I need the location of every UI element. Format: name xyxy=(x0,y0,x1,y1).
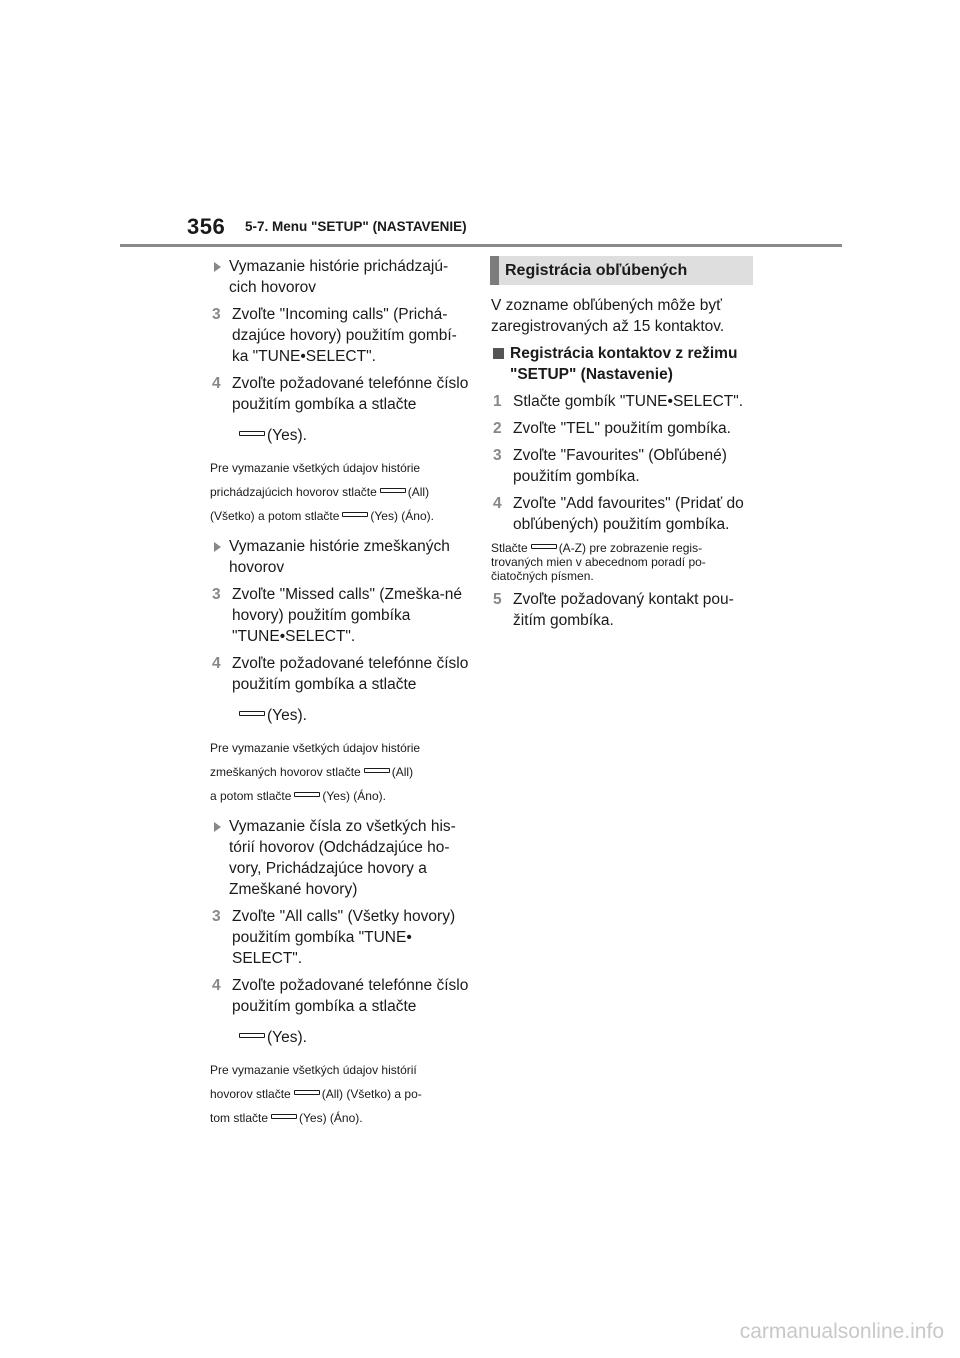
step-number: 1 xyxy=(493,393,502,410)
step-item xyxy=(210,304,472,367)
yes-label: (Yes). xyxy=(267,707,307,724)
page-number: 356 xyxy=(187,214,226,239)
button-icon xyxy=(294,1090,320,1095)
step-item xyxy=(210,584,472,647)
note-text: (All) (Všetko) a po- xyxy=(321,1087,422,1101)
note-text: a potom stlačte xyxy=(210,789,292,803)
step-text: Zvoľte požadovaný kontakt pou-žitím gombíka. xyxy=(513,591,734,629)
note-line: Pre vymazanie všetkých údajov histórií xyxy=(210,1063,417,1077)
bullet-text: Vymazanie histórie zmeškaných hovorov xyxy=(229,538,450,576)
square-bullet-icon xyxy=(493,348,504,359)
note xyxy=(210,1058,472,1130)
step-item xyxy=(210,906,472,969)
bullet-item xyxy=(210,816,472,900)
step-text: Stlačte gombík "TUNE•SELECT". xyxy=(513,393,744,410)
yes-label: (Yes). xyxy=(267,1029,307,1046)
step-item xyxy=(491,493,753,535)
intro-paragraph: V zozname obľúbených môže byť zaregistrovaných až 15 kontaktov. xyxy=(491,297,725,335)
note-text: trovaných mien v abecednom poradí po- xyxy=(491,555,706,569)
bullet-item xyxy=(210,256,472,298)
button-icon xyxy=(239,431,265,436)
step-text: Zvoľte požadované telefónne číslo použitím gombíka a stlačte xyxy=(232,977,469,1015)
yes-line xyxy=(210,1027,472,1048)
step-text: Zvoľte "Add favourites" (Pridať do obľúbených) použitím gombíka. xyxy=(513,495,744,533)
step-item xyxy=(491,391,753,412)
bullet-text: Vymazanie histórie prichádzajú-cich hovorov xyxy=(229,258,449,296)
note-text: (Yes) (Áno). xyxy=(322,789,386,803)
left-column xyxy=(210,256,472,1138)
note-line xyxy=(210,784,472,808)
button-icon xyxy=(364,768,390,773)
note-line xyxy=(210,1106,472,1130)
note-text: tom stlačte xyxy=(210,1111,269,1125)
note-line xyxy=(210,504,472,528)
note-line: Pre vymazanie všetkých údajov histórie xyxy=(210,461,421,475)
subheading-text: Registrácia kontaktov z režimu "SETUP" (Nastavenie) xyxy=(510,345,738,383)
button-icon xyxy=(531,544,557,549)
button-icon xyxy=(342,512,368,517)
step-number: 3 xyxy=(212,586,221,603)
note-line: Pre vymazanie všetkých údajov histórie xyxy=(210,741,421,755)
step-text: Zvoľte "Incoming calls" (Prichá-dzajúce hovory) použitím gombí-ka "TUNE•SELECT". xyxy=(232,306,457,365)
triangle-bullet-icon xyxy=(214,542,221,552)
step-number: 3 xyxy=(212,908,221,925)
button-icon xyxy=(380,488,406,493)
step-item xyxy=(491,418,753,439)
note xyxy=(491,541,753,583)
note-text: (Yes) (Áno). xyxy=(299,1111,363,1125)
note-text: (Všetko) a potom stlačte xyxy=(210,509,340,523)
step-item xyxy=(210,975,472,1017)
note-text: (All) xyxy=(407,485,430,499)
triangle-bullet-icon xyxy=(214,822,221,832)
note xyxy=(210,736,472,808)
note-line xyxy=(210,760,472,784)
step-number: 4 xyxy=(212,375,221,392)
note-text: prichádzajúcich hovorov stlačte xyxy=(210,485,377,499)
yes-label: (Yes). xyxy=(267,427,307,444)
button-icon xyxy=(239,711,265,716)
section-title: 5-7. Menu "SETUP" (NASTAVENIE) xyxy=(245,219,467,234)
section-heading: Registrácia obľúbených xyxy=(490,256,753,285)
watermark: carmanualsonline.info xyxy=(739,1320,944,1343)
note-line xyxy=(210,1082,472,1106)
step-number: 3 xyxy=(493,447,502,464)
step-number: 2 xyxy=(493,420,502,437)
note xyxy=(210,456,472,528)
button-icon xyxy=(271,1114,297,1119)
button-icon xyxy=(294,792,320,797)
step-item xyxy=(491,445,753,487)
step-text: Zvoľte požadované telefónne číslo použitím gombíka a stlačte xyxy=(232,375,469,413)
step-text: Zvoľte "All calls" (Všetky hovory) použitím gombíka "TUNE• SELECT". xyxy=(232,908,456,967)
subheading xyxy=(491,343,753,385)
step-text: Zvoľte "Favourites" (Obľúbené) použitím gombíka. xyxy=(513,447,727,485)
yes-line xyxy=(210,705,472,726)
step-text: Zvoľte "TEL" použitím gombíka. xyxy=(513,420,731,437)
bullet-text: Vymazanie čísla zo všetkých his-tórií hovorov (Odchádzajúce ho-vory, Prichádzajúce hovory a Zmeškané hovory) xyxy=(229,818,456,898)
note-text: (Yes) (Áno). xyxy=(370,509,434,523)
step-item xyxy=(210,373,472,415)
note-text: (All) xyxy=(391,765,414,779)
header-rule xyxy=(120,244,842,247)
step-text: Zvoľte "Missed calls" (Zmeška-né hovory) použitím gombíka "TUNE•SELECT". xyxy=(232,586,462,645)
bullet-item xyxy=(210,536,472,578)
step-item xyxy=(210,653,472,695)
yes-line xyxy=(210,425,472,446)
note-text: hovorov stlačte xyxy=(210,1087,291,1101)
step-number: 4 xyxy=(212,977,221,994)
note-text: zmeškaných hovorov stlačte xyxy=(210,765,361,779)
step-item xyxy=(491,589,753,631)
button-icon xyxy=(239,1033,265,1038)
triangle-bullet-icon xyxy=(214,262,221,272)
step-number: 4 xyxy=(212,655,221,672)
step-number: 3 xyxy=(212,306,221,323)
note-line xyxy=(210,480,472,504)
step-number: 5 xyxy=(493,591,502,608)
note-text: (A-Z) pre zobrazenie regis- xyxy=(558,541,703,555)
step-text: Zvoľte požadované telefónne číslo použitím gombíka a stlačte xyxy=(232,655,469,693)
note-text: čiatočných písmen. xyxy=(491,569,594,583)
step-number: 4 xyxy=(493,495,502,512)
note-text: Stlačte xyxy=(491,541,528,555)
right-column xyxy=(491,256,753,637)
